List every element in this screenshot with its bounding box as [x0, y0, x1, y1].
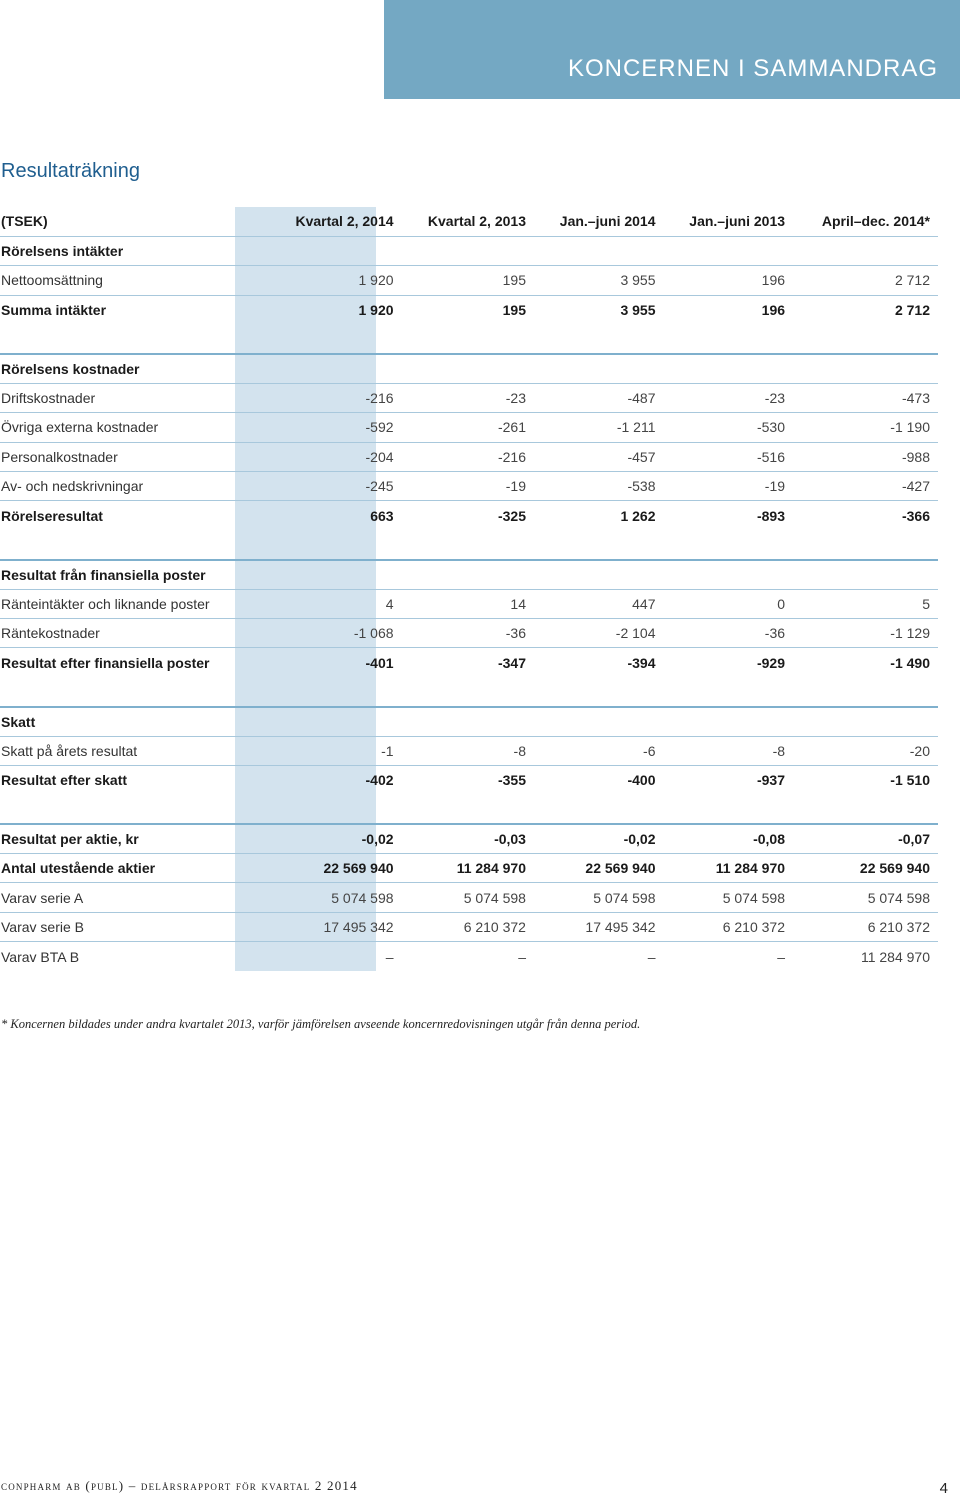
- table-row: [0, 472, 938, 501]
- table-cell: [793, 560, 938, 589]
- table-cell: [534, 707, 664, 736]
- table-cell: [793, 795, 938, 824]
- row-label: Summa intäkter: [1, 302, 107, 319]
- table-cell: -36: [664, 618, 794, 647]
- table-cell: 2 712: [793, 266, 938, 295]
- table-cell: -457: [534, 442, 664, 471]
- table-cell: 5 074 598: [269, 883, 401, 912]
- table-cell: 5 074 598: [793, 883, 938, 912]
- column-header: Jan.–juni 2013: [664, 207, 794, 236]
- table-cell: 196: [664, 266, 794, 295]
- table-cell: -0,07: [793, 824, 938, 853]
- table-row: [0, 618, 938, 647]
- table-cell: -1: [269, 736, 401, 765]
- table-row: [0, 295, 938, 324]
- table-cell: -216: [402, 442, 534, 471]
- table-cell: [534, 325, 664, 354]
- table-row: [0, 942, 938, 971]
- table-cell: [402, 325, 534, 354]
- table-row: [0, 266, 938, 295]
- table-cell: [664, 795, 794, 824]
- table-cell: -204: [269, 442, 401, 471]
- table-row: [0, 442, 938, 471]
- table-cell: [664, 530, 794, 559]
- table-cell: [269, 795, 401, 824]
- table-cell: -19: [664, 472, 794, 501]
- table-cell: -394: [627, 654, 656, 671]
- table-cell: 17 495 342: [269, 912, 401, 941]
- table-cell: -1 068: [269, 618, 401, 647]
- income-statement-table: [0, 207, 938, 971]
- column-header: April–dec. 2014*: [793, 207, 938, 236]
- table-cell: 1 920: [269, 266, 401, 295]
- table-cell: [402, 530, 534, 559]
- table-cell: -0,02: [269, 824, 401, 853]
- table-cell: 22 569 940: [534, 854, 664, 883]
- table-cell: -1 211: [534, 413, 664, 442]
- table-cell: [269, 325, 401, 354]
- row-label: Nettoomsättning: [0, 266, 269, 295]
- table-row: [0, 824, 938, 853]
- table-cell: –: [385, 948, 394, 965]
- table-cell: [269, 707, 401, 736]
- spacer-row: [0, 325, 938, 354]
- table-cell: -893: [756, 507, 786, 524]
- table-cell: 11 284 970: [664, 854, 794, 883]
- row-label: Varav serie B: [0, 912, 269, 941]
- table-cell: 447: [534, 589, 664, 618]
- table-cell: [402, 707, 534, 736]
- table-cell: 195: [502, 302, 526, 319]
- row-label: Rörelseresultat: [1, 507, 103, 524]
- row-label: Av- och nedskrivningar: [0, 472, 269, 501]
- table-cell: 22 569 940: [269, 854, 401, 883]
- row-label: Skatt på årets resultat: [0, 736, 269, 765]
- column-header: Kvartal 2, 2013: [402, 207, 534, 236]
- row-label: Räntekostnader: [0, 618, 269, 647]
- table-cell: -0,03: [402, 824, 534, 853]
- table-cell: 6 210 372: [402, 912, 534, 941]
- table-cell: -0,08: [664, 824, 794, 853]
- row-label: [0, 795, 269, 824]
- table-cell: [664, 677, 794, 706]
- table-cell: [793, 325, 938, 354]
- table-cell: [793, 677, 938, 706]
- spacer-row: [0, 530, 938, 559]
- table-cell: -427: [793, 472, 938, 501]
- table-cell: 5 074 598: [402, 883, 534, 912]
- table-cell: [534, 795, 664, 824]
- table-cell: -401: [365, 654, 394, 671]
- table-row: [0, 648, 938, 677]
- table-cell: -216: [269, 383, 401, 412]
- table-cell: –: [777, 948, 786, 965]
- table-cell: [534, 560, 664, 589]
- row-label: Resultat per aktie, kr: [0, 824, 269, 853]
- table-cell: -8: [664, 736, 794, 765]
- table-cell: -487: [534, 383, 664, 412]
- table-cell: -20: [793, 736, 938, 765]
- row-label: Resultat efter skatt: [1, 772, 128, 789]
- table-cell: 3 955: [620, 302, 656, 319]
- table-cell: -325: [497, 507, 526, 524]
- row-label: Personalkostnader: [0, 442, 269, 471]
- row-label: Varav BTA B: [1, 948, 80, 965]
- row-label: Resultat efter finansiella poster: [1, 654, 210, 671]
- table-cell: 1 262: [620, 507, 656, 524]
- row-label: [0, 677, 269, 706]
- table-cell: -592: [269, 413, 401, 442]
- table-cell: 3 955: [534, 266, 664, 295]
- table-row: [0, 912, 938, 941]
- table-cell: -23: [664, 383, 794, 412]
- section-header-row: [0, 354, 938, 383]
- page-number: 4: [939, 1480, 948, 1497]
- table-cell: 196: [761, 302, 786, 319]
- table-cell: -366: [901, 507, 930, 524]
- table-cell: -473: [793, 383, 938, 412]
- table-cell: –: [518, 948, 526, 965]
- table-cell: 195: [402, 266, 534, 295]
- table-cell: [402, 795, 534, 824]
- table-cell: [664, 560, 794, 589]
- table-row: [0, 383, 938, 412]
- table-cell: 4: [269, 589, 401, 618]
- table-cell: [269, 560, 401, 589]
- row-label: Varav serie A: [0, 883, 269, 912]
- table-cell: [793, 530, 938, 559]
- table-cell: -8: [402, 736, 534, 765]
- column-header: (TSEK): [0, 207, 269, 236]
- table-row: [0, 413, 938, 442]
- table-cell: 0: [664, 589, 794, 618]
- row-label: Rörelsens kostnader: [0, 354, 269, 383]
- table-cell: 11 284 970: [402, 854, 534, 883]
- footnote: * Koncernen bildades under andra kvartalet 2013, varför jämförelsen avseende koncernredovisningen utgår från denna period.: [1, 1017, 641, 1031]
- table-cell: [402, 677, 534, 706]
- section-header-row: [0, 707, 938, 736]
- table-header-row: [0, 207, 938, 236]
- table-cell: 663: [370, 507, 394, 524]
- spacer-row: [0, 677, 938, 706]
- section-title: Resultaträkning: [1, 160, 140, 182]
- table-cell: -538: [534, 472, 664, 501]
- row-label: Driftskostnader: [0, 383, 269, 412]
- table-cell: -929: [756, 654, 786, 671]
- table-row: [0, 501, 938, 530]
- table-cell: -937: [756, 772, 786, 789]
- table-cell: [534, 236, 664, 265]
- table-row: [0, 883, 938, 912]
- table-cell: -1 190: [793, 413, 938, 442]
- table-cell: [664, 325, 794, 354]
- table-cell: [402, 236, 534, 265]
- table-cell: -19: [402, 472, 534, 501]
- table-cell: -988: [793, 442, 938, 471]
- table-cell: [269, 354, 401, 383]
- table-row: [0, 765, 938, 794]
- table-cell: 22 569 940: [793, 854, 938, 883]
- row-label: Rörelsens intäkter: [0, 236, 269, 265]
- row-label: Skatt: [0, 707, 269, 736]
- section-header-row: [0, 560, 938, 589]
- table-cell: -23: [402, 383, 534, 412]
- table-cell: [534, 530, 664, 559]
- table-cell: 11 284 970: [860, 948, 930, 965]
- table-cell: -516: [664, 442, 794, 471]
- table-cell: [793, 707, 938, 736]
- table-cell: -347: [497, 654, 526, 671]
- table-cell: -0,02: [534, 824, 664, 853]
- header-title: KONCERNEN I SAMMANDRAG: [567, 55, 938, 82]
- table-row: [0, 589, 938, 618]
- column-header: Jan.–juni 2014: [534, 207, 664, 236]
- table-cell: -261: [402, 413, 534, 442]
- table-cell: 1 920: [358, 302, 394, 319]
- spacer-row: [0, 795, 938, 824]
- table-cell: 5 074 598: [534, 883, 664, 912]
- table-cell: [269, 677, 401, 706]
- table-cell: [534, 354, 664, 383]
- table-cell: -355: [497, 772, 526, 789]
- table-row: [0, 736, 938, 765]
- row-label: Antal utestående aktier: [0, 854, 269, 883]
- table-cell: 6 210 372: [793, 912, 938, 941]
- table-cell: 2 712: [894, 302, 930, 319]
- table-cell: 5: [793, 589, 938, 618]
- table-cell: -1 129: [793, 618, 938, 647]
- table-cell: 5 074 598: [664, 883, 794, 912]
- column-header: Kvartal 2, 2014: [269, 207, 401, 236]
- table-cell: –: [647, 948, 656, 965]
- table-cell: 6 210 372: [664, 912, 794, 941]
- table-cell: [402, 354, 534, 383]
- table-cell: [793, 354, 938, 383]
- row-label: [0, 530, 269, 559]
- section-header-row: [0, 236, 938, 265]
- table-cell: [534, 677, 664, 706]
- table-cell: -530: [664, 413, 794, 442]
- footer-company-report: conpharm ab (publ) – delårsrapport för kvartal 2 2014: [1, 1478, 358, 1493]
- table-cell: -1 490: [890, 654, 930, 671]
- table-cell: -36: [402, 618, 534, 647]
- table-cell: -2 104: [534, 618, 664, 647]
- table-cell: [793, 236, 938, 265]
- table-cell: [664, 236, 794, 265]
- table-cell: 14: [402, 589, 534, 618]
- table-cell: -1 510: [890, 772, 930, 789]
- row-label: Ränteintäkter och liknande poster: [0, 589, 269, 618]
- table-cell: [402, 560, 534, 589]
- table-cell: 17 495 342: [534, 912, 664, 941]
- table-cell: [664, 707, 794, 736]
- table-cell: -245: [269, 472, 401, 501]
- table-cell: [664, 354, 794, 383]
- table-cell: -400: [627, 772, 656, 789]
- row-label: [0, 325, 269, 354]
- table-cell: -402: [365, 772, 394, 789]
- table-cell: -6: [534, 736, 664, 765]
- header-band: [384, 0, 960, 99]
- row-label: Övriga externa kostnader: [0, 413, 269, 442]
- table-cell: [269, 236, 401, 265]
- row-label: Resultat från finansiella poster: [0, 560, 269, 589]
- table-row: [0, 854, 938, 883]
- table-cell: [269, 530, 401, 559]
